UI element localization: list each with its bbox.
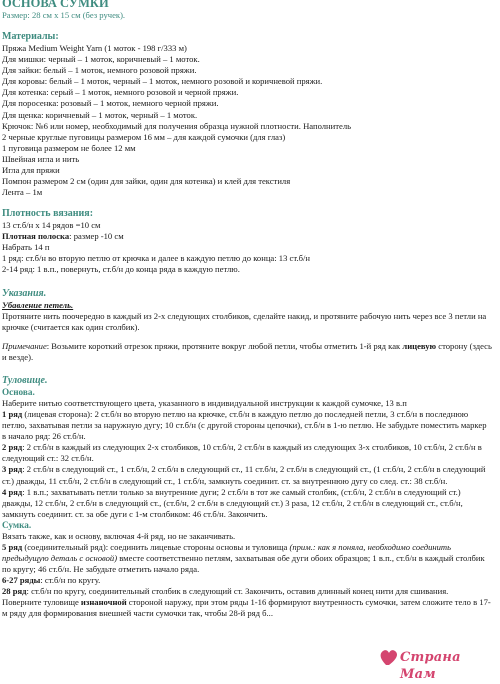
row-28 (2, 586, 492, 597)
row-label: 5 ряд (2, 541, 23, 552)
row-label: 6-27 ряды (2, 575, 41, 586)
dense-strip-label: Плотная полоска (2, 231, 70, 242)
notes-heading: Указания. (2, 287, 47, 299)
gauge-line: Набрать 14 п (2, 242, 50, 253)
page-title: ОСНОВА СУМКИ (2, 0, 109, 10)
base-heading: Основа. (2, 386, 35, 397)
bag-heading: Сумка. (2, 519, 32, 530)
material-line: Для поросенка: розовый – 1 моток, немного черной пряжи. (2, 98, 219, 109)
document-page (2, 0, 492, 619)
gauge-heading: Плотность вязания: (2, 208, 94, 220)
material-line: Игла для пряжи (2, 164, 60, 175)
row-note: (прим.: как я поняла, необходимо соединить предыдущую деталь с основой) (2, 541, 452, 563)
row-5 (2, 542, 492, 575)
watermark-text: Страна Мам (400, 650, 461, 682)
material-line: Для котенка: серый – 1 моток, немного розовой и черной пряжи. (2, 87, 239, 98)
gauge-line: 13 ст.б/н х 14 рядов =10 см (2, 220, 101, 231)
final-paragraph (2, 597, 492, 619)
note-tail: сторону (здесь и везде). (2, 340, 492, 362)
row-label: 4 ряд (2, 486, 23, 497)
size-label: Размер: (2, 10, 30, 20)
row-text: : 2 ст.б/н в следующий ст., 1 ст.б/н, 2 ст.б/н в следующий ст., 11 ст.б/н, 2 ст.б/н в следующий ст., (1 ст.б/н, 2 ст.б/н в следующий ст.) дважды, 11 ст.б/н, 2 ст.б/н в следующий ст., 1 ст.б/н, замкнуть соединит. ст. за внутреннюю дугу со след. ст.: 38 ст.б/н. (2, 464, 486, 486)
material-line: Для мишки: черный – 1 моток, коричневый – 1 моток. (2, 54, 200, 65)
final-a: Поверните туловище (2, 597, 81, 608)
material-line: Крючок: №6 или номер, необходимый для получения образца нужной плотности. Наполнитель (2, 120, 352, 131)
decrease-text: Протяните нить поочередно в каждый из 2-х следующих столбиков, сделайте накид, и протяните рабочую нить через все 3 петли на крючке (считается как один столбик). (2, 310, 487, 332)
note-text: : Возьмите короткий отрезок пряжи, протяните вокруг любой петли, чтобы отметить 1-й ряд как (46, 340, 403, 351)
row-text: : 1 в.п.; захватывать петли только за внутренние дуги; 2 ст.б/н в тот же самый столбик, (ст.б/н, 2 ст.б/н в следующий ст.) дважды, 12 ст.б/н, 2 ст.б/н в следующий ст., (ст.б/н, 2 ст.б/н в следующий ст.) 3 раза, 12 ст.б/н, 2 ст.б/н в следующий ст., ст.б/н, замкнуть соединит. ст. за обе дуги с 1-м столбиком: 46 ст.б/н. Закончить. (2, 486, 463, 519)
row-text: : 2 ст.б/н в каждый из следующих 2-х столбиков, 10 ст.б/н, 2 ст.б/н в каждый из следующих 3-х столбиков, 10 ст.б/н, 2 ст.б/н в следующий ст.: 32 ст.б/н. (2, 442, 482, 464)
material-line: Помпон размером 2 см (один для зайки, один для котенка) и клей для текстиля (2, 176, 291, 187)
note-label: Примечание (2, 340, 47, 351)
bag-intro: Вязать также, как и основу, включая 4-й ряд, но не заканчивать. (2, 530, 236, 541)
row-1 (2, 409, 492, 442)
material-line: Швейная игла и нить (2, 153, 80, 164)
size-value: 28 см x 15 см (без ручек). (29, 10, 126, 20)
material-line: Для щенка: коричневый – 1 моток, черный – 1 моток. (2, 109, 198, 120)
material-line: 2 черные круглые пуговицы размером 16 мм – для каждой сумочки (для глаз) (2, 131, 286, 142)
body-heading: Туловище. (2, 374, 48, 386)
row-text: : ст.б/н по кругу. (40, 575, 101, 586)
row-label: 2 ряд (2, 442, 23, 453)
decrease-subheading: Убавление петель. (2, 299, 74, 310)
row-label: 3 ряд (2, 464, 23, 475)
gauge-line: 1 ряд: ст.б/н во вторую петлю от крючка и далее в каждую петлю до конца: 13 ст.б/н (2, 253, 310, 264)
row-text: (соединительный ряд): соединить лицевые стороны основы и туловища (22, 541, 290, 552)
final-b: стороной наружу, при этом ряды 1-16 формируют внутренность сумочки, затем сложите тело в 17-м ряду для формирования внешней части сумочки так, чтобы 28-й ряд б... (2, 597, 491, 619)
watermark-logo (378, 643, 496, 682)
note-bold: лицевую (402, 340, 437, 351)
row-tail: вместе соответственно петлям, захватывая обе дуги обоих образцов; 1 в.п., ст.б/н в каждый столбик по кругу; 46 ст.б/н. Не забудьте отметить начало ряда. (2, 552, 485, 575)
note-paragraph (2, 341, 492, 363)
material-line: Для коровы: белый – 1 моток, черный – 1 моток, немного розовой и коричневой пряжи. (2, 76, 323, 87)
dense-strip-line (2, 231, 492, 242)
material-line: Для зайки: белый – 1 моток, немного розовой пряжи. (2, 65, 197, 76)
row-6-27 (2, 575, 492, 586)
materials-heading: Материалы: (2, 31, 59, 43)
row-label: 1 ряд (2, 409, 23, 420)
material-line: Лента – 1м (2, 187, 43, 198)
material-line: Пряжа Medium Weight Yarn (1 моток - 198 г/333 м) (2, 43, 187, 54)
row-text: (лицевая сторона): 2 ст.б/н во вторую петлю на крючке, ст.б/н в каждую петлю до последней петли, 3 ст.б/н в последнюю петлю, захватывая петли за наружную дугу; 10 ст.б/н (с другой стороны цепочки), ст.б/н в 1-ю петлю. Не забудьте поместить маркер в начало ряд: 26 ст.б/н. (2, 409, 487, 442)
base-intro: Наберите нитью соответствующего цвета, указанного в индивидуальной инструкции к каждой сумочке, 13 в.п (2, 397, 407, 408)
row-label: 28 ряд (2, 586, 27, 597)
size-line (2, 10, 492, 21)
row-4 (2, 487, 492, 520)
row-2 (2, 442, 492, 464)
material-line: 1 пуговица размером не более 12 мм (2, 142, 136, 153)
final-bold: изнаночной (80, 597, 127, 608)
gauge-line: 2-14 ряд: 1 в.п., повернуть, ст.б/н до конца ряда в каждую петлю. (2, 264, 240, 275)
row-3 (2, 464, 492, 486)
row-text: : ст.б/н по кругу, соединительный столбик в следующий ст. Закончить, оставив длинный конец нити для сшивания. (26, 586, 449, 597)
dense-strip-value: : размер -10 см (69, 231, 124, 242)
